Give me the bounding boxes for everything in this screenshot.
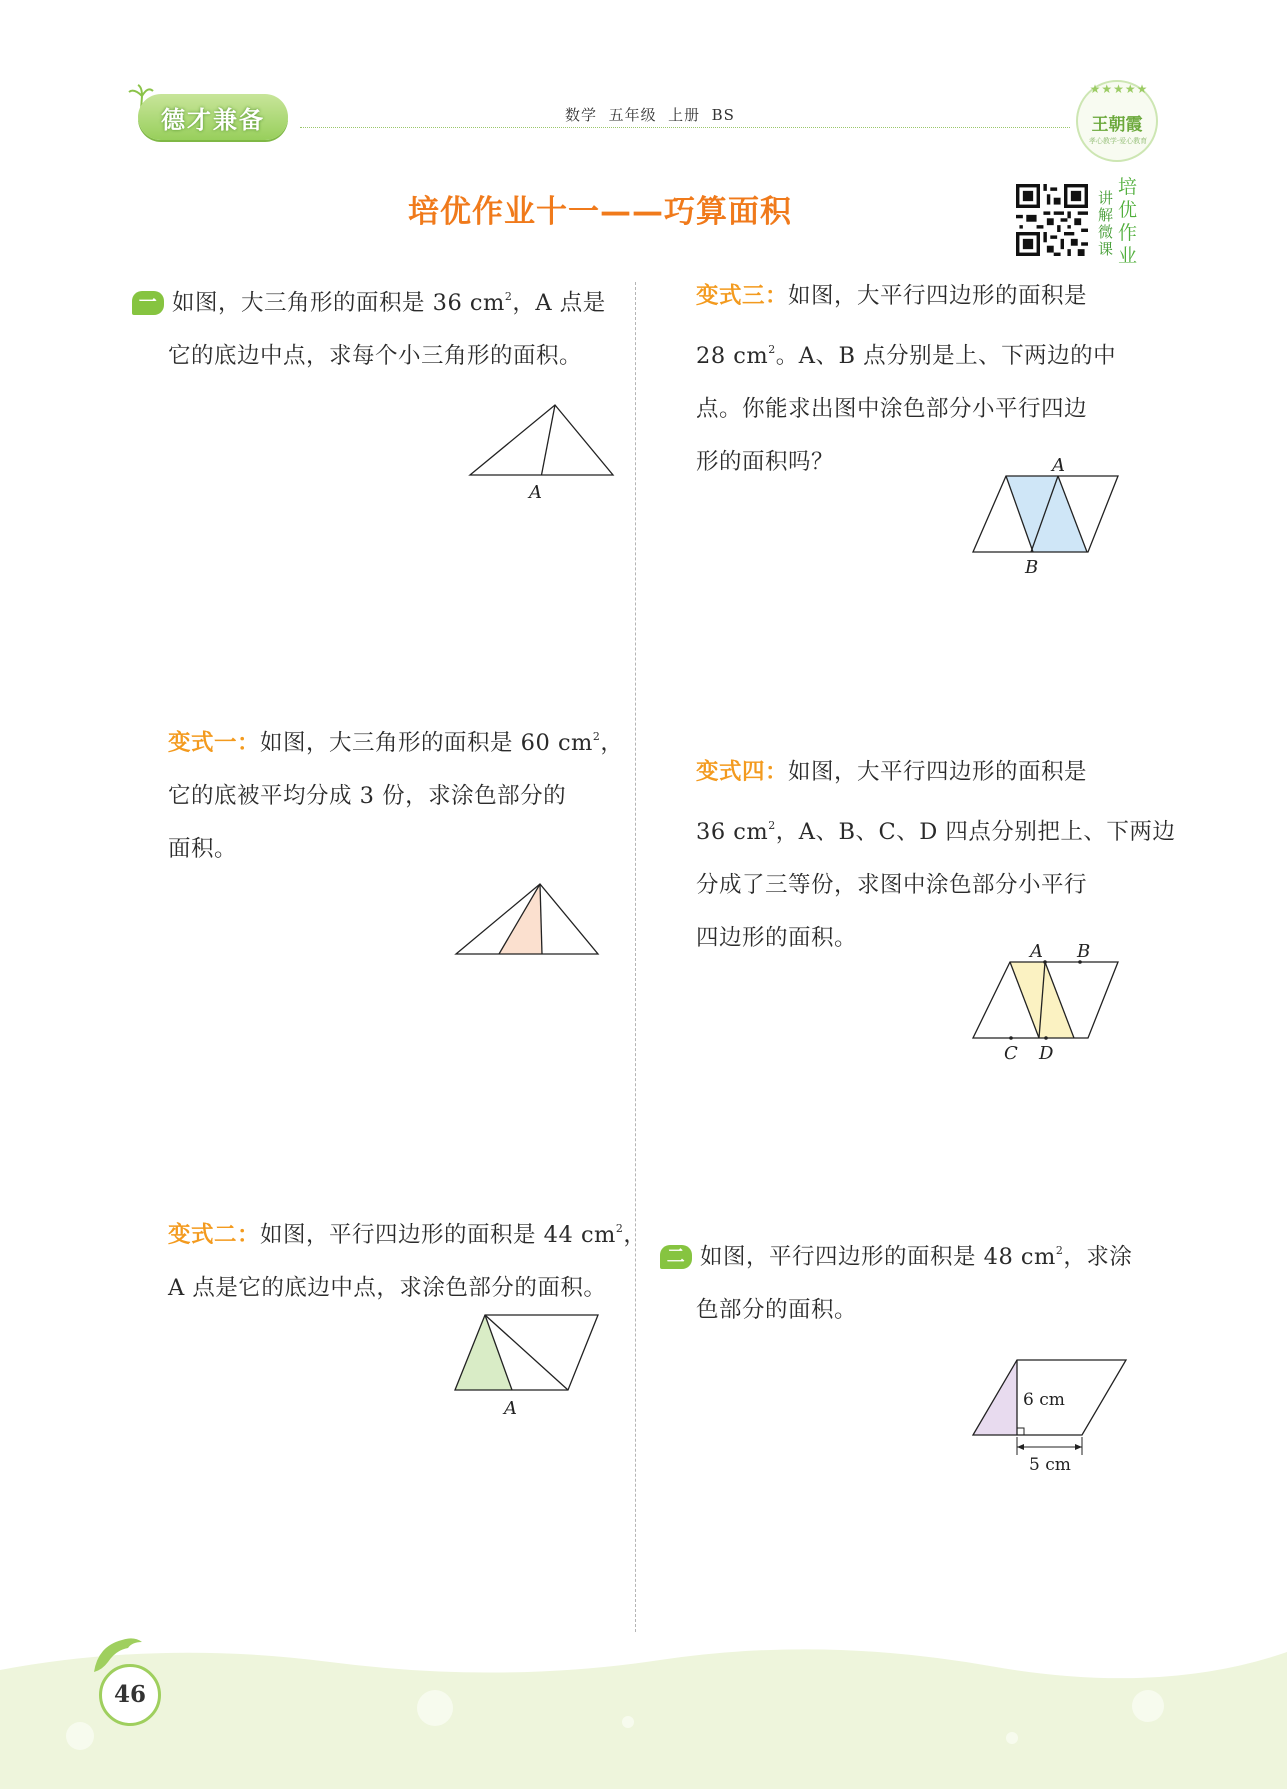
figure-parallelogram-4 (970, 1355, 1135, 1475)
variant-1-line-1: 变式一：如图，大三角形的面积是 60 $cm^2$， (168, 730, 624, 756)
variant-1-line-2: 它的底被平均分成 3 份，求涂色部分的 (168, 783, 567, 809)
qr-code-icon[interactable] (1016, 184, 1088, 256)
qr-label-left: 讲解微课 (1098, 189, 1114, 258)
problem-2-line-2: 色部分的面积。 (696, 1297, 858, 1323)
problem-2 (660, 1224, 1150, 1337)
point-d-label: D (1039, 1043, 1054, 1064)
problem-1-line-2: 它的底边中点，求每个小三角形的面积。 (168, 343, 583, 369)
column-divider (635, 282, 636, 1632)
problem-2-line-1: 二 如图，平行四边形的面积是 48 $cm^2$，求涂 (660, 1224, 1150, 1284)
brand-logo-text: 德才兼备 (138, 94, 288, 140)
qr-label (1098, 176, 1142, 266)
subject-header: 数学 五年级 上册 BS (565, 106, 735, 124)
point-b-label: B (1025, 557, 1039, 578)
variant-4-tag: 变式四： (696, 759, 789, 785)
page-number: 46 (99, 1664, 161, 1726)
figure-parallelogram-1 (452, 1310, 602, 1420)
page-title: 培优作业十一——巧算面积 (408, 194, 792, 230)
variant-3-line-4: 形的面积吗？ (696, 449, 835, 475)
variant-4-line-1: 变式四：如图，大平行四边形的面积是 (696, 759, 1088, 785)
variant-4-line-2: 36 $cm^2$，A、B、C、D 四点分别把上、下两边 (696, 819, 1176, 845)
variant-2-line-2: A 点是它的底边中点，求涂色部分的面积。 (168, 1275, 607, 1301)
seal-stars: ★★★★★ (1089, 82, 1149, 96)
header-rule (300, 127, 1070, 128)
problem-1-line-1: 一 如图，大三角形的面积是 36 $cm^2$，A 点是 (132, 270, 622, 330)
height-label: 6 cm (1023, 1390, 1065, 1410)
variant-1-tag: 变式一： (168, 730, 261, 756)
point-a-label: A (504, 1398, 517, 1419)
point-a-label: A (1030, 941, 1043, 962)
base-label: 5 cm (1029, 1455, 1071, 1475)
qr-label-right: 培优作业 (1118, 176, 1138, 267)
point-b-label: B (1077, 941, 1091, 962)
problem-badge: 一 (132, 291, 164, 315)
variant-3-line-2: 28 $cm^2$。A、B 点分别是上、下两边的中 (696, 343, 1117, 369)
variant-1-line-3: 面积。 (168, 836, 238, 862)
seal-ring-text: 孝心教学·爱心教育 (1088, 137, 1148, 145)
variant-2 (168, 1202, 647, 1315)
seal-name: 王朝霞 (1091, 115, 1143, 135)
variant-3-tag: 变式三： (696, 283, 789, 309)
problem-badge: 二 (660, 1245, 692, 1269)
variant-2-line-1: 变式二：如图，平行四边形的面积是 44 $cm^2$， (168, 1222, 647, 1248)
variant-4-line-3: 分成了三等份，求图中涂色部分小平行 (696, 872, 1088, 898)
figure-parallelogram-2 (970, 452, 1125, 580)
shaded-region (455, 1315, 512, 1390)
problem-1 (132, 270, 622, 383)
footer-wave (0, 1640, 1287, 1789)
teacher-seal (1076, 80, 1158, 162)
variant-4 (696, 746, 1176, 965)
variant-3-line-3: 点。你能求出图中涂色部分小平行四边 (696, 396, 1088, 422)
figure-triangle-2 (452, 880, 607, 960)
point-a-label: A (1052, 455, 1065, 476)
variant-1 (168, 710, 628, 876)
point-a-label: A (529, 482, 542, 503)
point-c-label: C (1004, 1043, 1018, 1064)
variant-4-line-4: 四边形的面积。 (696, 925, 858, 951)
figure-triangle-1 (465, 400, 625, 505)
brand-logo (128, 84, 298, 148)
variant-3-line-1: 变式三：如图，大平行四边形的面积是 (696, 283, 1088, 309)
figure-parallelogram-3 (970, 938, 1125, 1066)
shaded-region (1006, 476, 1087, 552)
variant-2-tag: 变式二： (168, 1222, 261, 1248)
